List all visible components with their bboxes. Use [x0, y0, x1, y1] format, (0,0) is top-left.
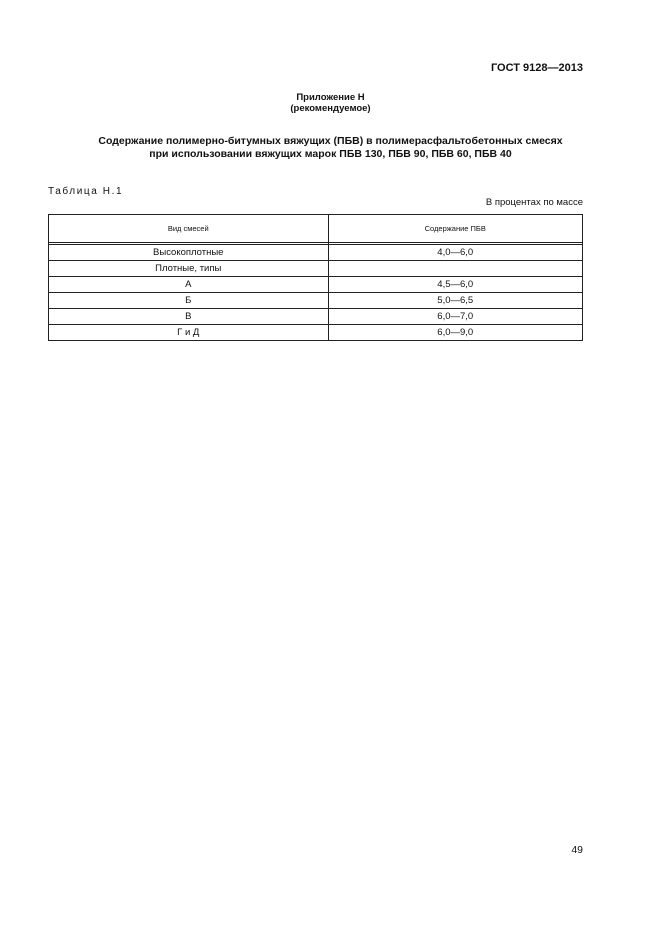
table-row — [49, 309, 583, 325]
standard-designation: ГОСТ 9128—2013 — [490, 62, 583, 74]
annex-heading-line-1: Содержание полимерно-битумных вяжущих (ПБВ) в полимерасфальтобетонных смесях — [98, 135, 563, 147]
cell-binder-content: 4,0—6,0 — [328, 245, 583, 261]
annex-subtitle: (рекомендуемое) — [290, 103, 371, 114]
cell-binder-content: 5,0—6,5 — [328, 293, 583, 309]
cell-mix-type: А — [49, 277, 329, 293]
cell-binder-content: 6,0—7,0 — [328, 309, 583, 325]
table-row — [49, 293, 583, 309]
cell-mix-type: Г и Д — [49, 325, 329, 341]
annex-heading — [40, 135, 621, 161]
column-header-mix-type: Вид смесей — [49, 215, 329, 243]
cell-mix-type: Б — [49, 293, 329, 309]
table-label: Таблица Н.1 — [48, 186, 124, 197]
table-row — [49, 325, 583, 341]
table-header-row — [49, 215, 583, 243]
cell-binder-content — [328, 261, 583, 277]
cell-mix-type: Высокоплотные — [49, 245, 329, 261]
cell-mix-type: В — [49, 309, 329, 325]
table-row — [49, 261, 583, 277]
table-row — [49, 245, 583, 261]
cell-binder-content: 6,0—9,0 — [328, 325, 583, 341]
table-row — [49, 277, 583, 293]
binder-content-table — [48, 214, 583, 341]
column-header-binder-content: Содержание ПБВ — [328, 215, 583, 243]
cell-binder-content: 4,5—6,0 — [328, 277, 583, 293]
cell-mix-type: Плотные, типы — [49, 261, 329, 277]
annex-title: Приложение Н — [296, 92, 365, 103]
annex-heading-line-2: при использовании вяжущих марок ПБВ 130, ПБВ 90, ПБВ 60, ПБВ 40 — [149, 148, 512, 160]
page-number: 49 — [571, 844, 583, 856]
table-units-note: В процентах по массе — [485, 197, 583, 208]
